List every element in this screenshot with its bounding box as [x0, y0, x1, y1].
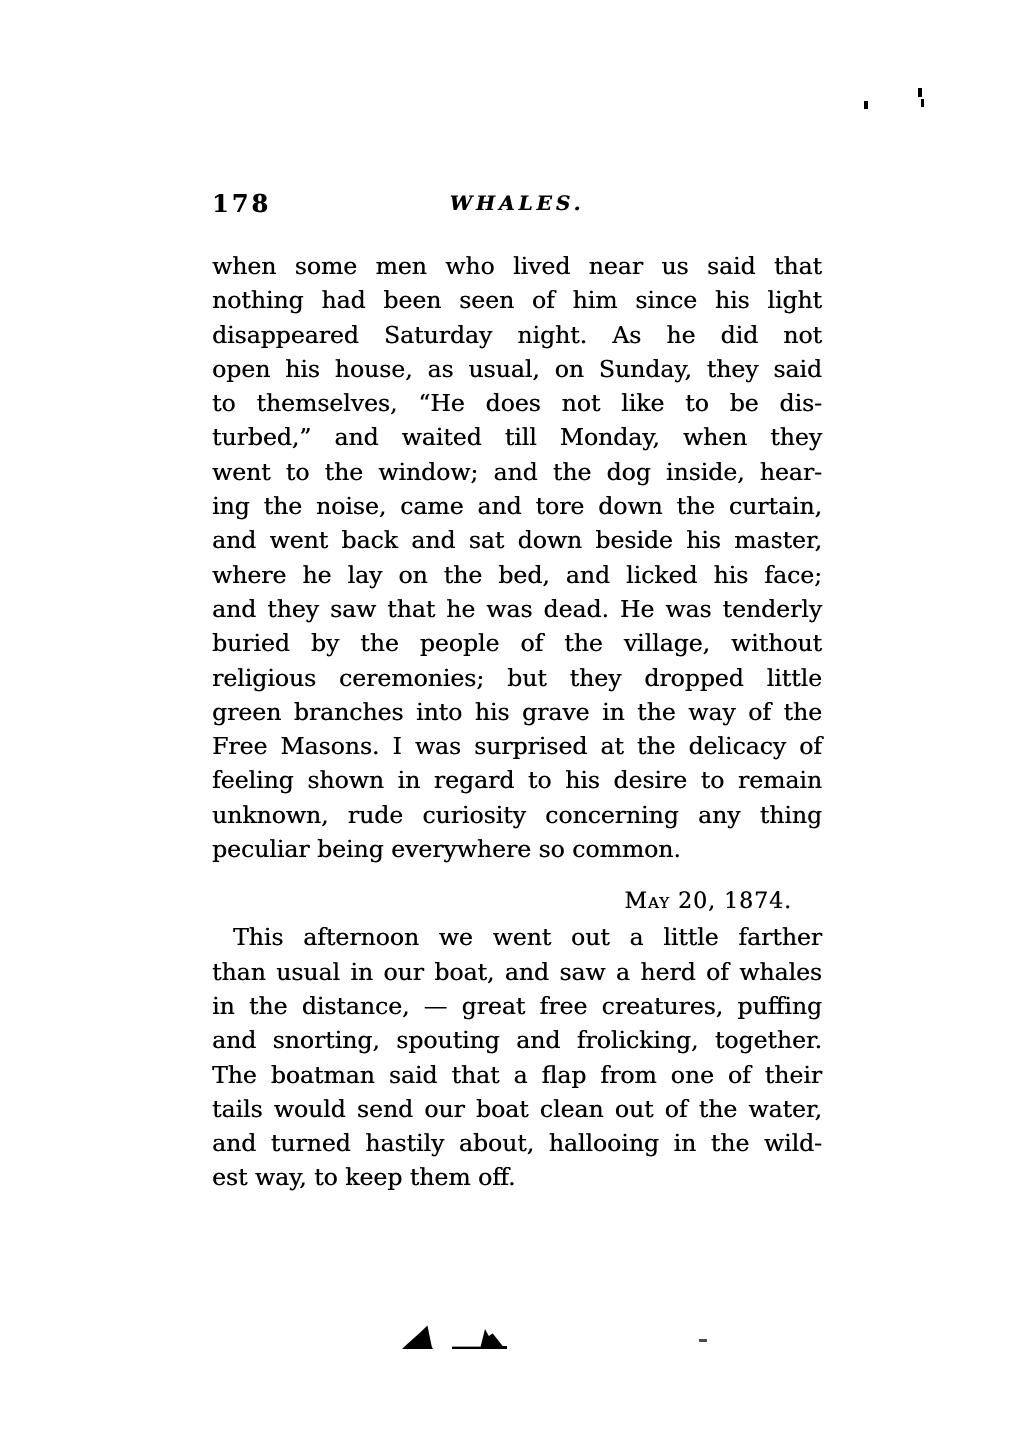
text-line: where he lay on the bed, and licked his face; — [212, 560, 822, 589]
text-line: est way, to keep them off. — [212, 1163, 516, 1192]
text-line: disappeared Saturday night. As he did not — [212, 320, 822, 349]
text-line: turbed,” and waited till Monday, when they — [212, 423, 822, 452]
text-line: This afternoon we went out a little farther — [233, 923, 822, 952]
text-line: ing the noise, came and tore down the curtain, — [212, 492, 822, 521]
ink-smudge — [402, 1325, 433, 1349]
running-head-title: WHALES. — [449, 191, 585, 215]
text-line: and snorting, spouting and frolicking, together. — [212, 1026, 822, 1055]
text-line: feeling shown in regard to his desire to remain — [212, 766, 822, 795]
text-line: to themselves, “He does not like to be dis- — [212, 389, 822, 418]
ink-dash — [699, 1339, 707, 1342]
scan-speck — [921, 99, 924, 107]
text-line: and went back and sat down beside his master, — [212, 526, 822, 555]
scan-speck — [864, 101, 868, 109]
text-line: religious ceremonies; but they dropped little — [212, 663, 822, 692]
page-text — [212, 249, 822, 1195]
text-line: when some men who lived near us said that — [212, 252, 822, 280]
text-line: than usual in our boat, and saw a herd of whales — [212, 957, 822, 986]
text-line: went to the window; and the dog inside, hear- — [212, 457, 822, 486]
text-line: nothing had been seen of him since his light — [212, 286, 822, 315]
page-number: 178 — [212, 189, 272, 218]
ink-smudge — [452, 1329, 507, 1349]
text-line: peculiar being everywhere so common. — [212, 835, 681, 864]
text-line: green branches into his grave in the way of the — [212, 697, 822, 726]
text-line: buried by the people of the village, without — [212, 629, 822, 658]
text-line: and turned hastily about, hallooing in the wild- — [212, 1129, 822, 1158]
running-header — [212, 189, 822, 219]
paragraph-continued — [212, 249, 822, 866]
scan-speck — [918, 88, 922, 97]
text-line: The boatman said that a flap from one of their — [212, 1060, 822, 1089]
text-line: and they saw that he was dead. He was tenderly — [212, 594, 822, 623]
paragraph-entry — [212, 920, 822, 1194]
text-line: unknown, rude curiosity concerning any thing — [212, 800, 822, 829]
text-line: tails would send our boat clean out of the water, — [212, 1094, 822, 1123]
text-line: in the distance, — great free creatures, puffing — [212, 991, 822, 1020]
text-line: open his house, as usual, on Sunday, they said — [212, 354, 822, 383]
text-line: Free Masons. I was surprised at the delicacy of — [212, 732, 822, 761]
entry-date-heading: May 20, 1874. — [624, 889, 792, 915]
